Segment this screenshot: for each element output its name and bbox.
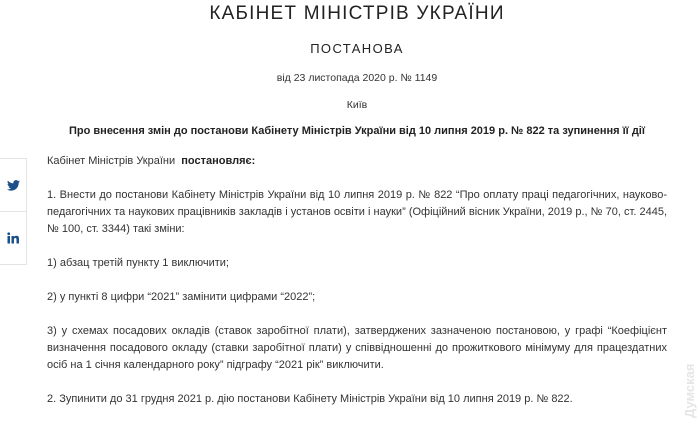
linkedin-share-button[interactable]: [0, 211, 26, 264]
document-date: від 23 листопада 2020 р. № 1149: [276, 72, 438, 84]
paragraph-1: 1. Внести до постанови Кабінету Міністрів України від 10 липня 2019 р. № 822 “Про оплату праці педагогічних, науково-педагогічних та наукових працівників закладів і установ освіти і науки” (Офіційний вісник України, 2019 р., № 70, ст. 2445, № 100, ст. 3344) такі зміни:: [47, 189, 667, 235]
twitter-icon: [7, 180, 20, 191]
document-type: ПОСТАНОВА: [310, 41, 404, 56]
twitter-share-button[interactable]: [0, 159, 26, 211]
share-bar: [0, 158, 27, 265]
paragraph-5: 2. Зупинити до 31 грудня 2021 р. дію постанови Кабінету Міністрів України від 10 липня 2019 р. № 822.: [47, 393, 573, 405]
document-subject: Про внесення змін до постанови Кабінету Міністрів України від 10 липня 2019 р. № 822 та зупинення її дії: [69, 125, 645, 137]
document: [47, 0, 667, 408]
linkedin-icon: [7, 232, 19, 244]
document-city: Київ: [346, 99, 368, 111]
paragraph-2: 1) абзац третій пункту 1 виключити;: [47, 257, 229, 269]
intro-paragraph: [47, 153, 667, 170]
page-title: КАБІНЕТ МІНІСТРІВ УКРАЇНИ: [209, 3, 505, 24]
intro-verb: постановляє:: [181, 155, 256, 167]
watermark: Думская: [682, 363, 697, 418]
paragraph-4: 3) у схемах посадових окладів (ставок заробітної плати), затверджених зазначеною постановою, у графі “Коефіцієнт визначення посадового окладу (ставки заробітної плати) у співвідношенні до прожиткового мінімуму для працездатних осіб на 1 січня календарного року” підграфу “2021 рік” виключити.: [47, 325, 667, 371]
intro-prefix: Кабінет Міністрів України: [47, 155, 176, 167]
paragraph-3: 2) у пункті 8 цифри “2021” замінити цифрами “2022”;: [47, 291, 316, 303]
